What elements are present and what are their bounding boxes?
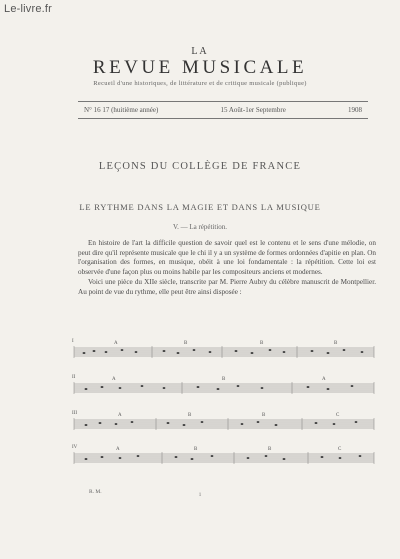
system-letter: C [336, 413, 340, 418]
system-letter: B [268, 447, 272, 452]
system-roman: III [72, 411, 77, 416]
system-letter: C [338, 447, 342, 452]
system-letter: A [112, 377, 116, 382]
system-letter: B [222, 377, 226, 382]
article-heading: LE RYTHME DANS LA MAGIE ET DANS LA MUSIQUE [79, 202, 321, 212]
system-letter: B [194, 447, 198, 452]
page-footnote: 1 [198, 492, 202, 498]
lecture-heading: LEÇONS DU COLLÈGE DE FRANCE [98, 161, 302, 172]
journal-title: REVUE MUSICALE [92, 57, 308, 78]
paragraph-1: En histoire de l'art la difficile question de savoir quel est le contenu et le sens d'une mélodie, on peut dire qu'il représente musicale que le chi il y a un système de formes ordonnées d'apitie en plan. On l'organisation des formes, en musique, obéit à une loi fondamentale : la répétition. Cette loi est observée d'une façon plus ou moins habile par les compositeurs anciens et modernes. [78, 239, 376, 276]
system-letter: B [184, 341, 188, 346]
system-roman: II [72, 375, 76, 380]
music-notation [72, 336, 378, 486]
system-letter: A [116, 447, 120, 452]
system-letter: B [334, 341, 338, 346]
music-system-1 [72, 339, 374, 358]
watermark-text: Le-livre.fr [4, 3, 53, 15]
system-letter: A [322, 377, 326, 382]
system-letter: A [118, 413, 122, 418]
music-system-4 [72, 445, 374, 464]
issue-date: 15 Août-1er Septembre [220, 106, 286, 114]
issue-info-bar [78, 101, 368, 119]
journal-subtitle: Recueil d'une historiques, de littérature et de critique musicale (publique) [93, 80, 307, 87]
music-system-2 [72, 375, 374, 394]
system-letter: B [260, 341, 264, 346]
system-letter: A [114, 341, 118, 346]
signature: R. M. [89, 489, 102, 495]
masthead-article: LA [191, 46, 209, 57]
system-letter: B [188, 413, 192, 418]
body-text [78, 239, 376, 299]
system-roman: IV [72, 445, 78, 450]
issue-year: 1908 [347, 106, 362, 114]
issue-number: N° 16 17 (huitième année) [84, 106, 159, 114]
system-roman: I [72, 339, 74, 344]
paragraph-2: Voici une pièce du XIIe siècle, transcrite par M. Pierre Aubry du célèbre manuscrit de Montpellier. Au point de vue du rythme, elle peut être ainsi disposée : [78, 278, 376, 296]
section-heading: V. — La répétition. [172, 223, 228, 231]
system-letter: B [262, 413, 266, 418]
music-system-3 [72, 411, 374, 430]
